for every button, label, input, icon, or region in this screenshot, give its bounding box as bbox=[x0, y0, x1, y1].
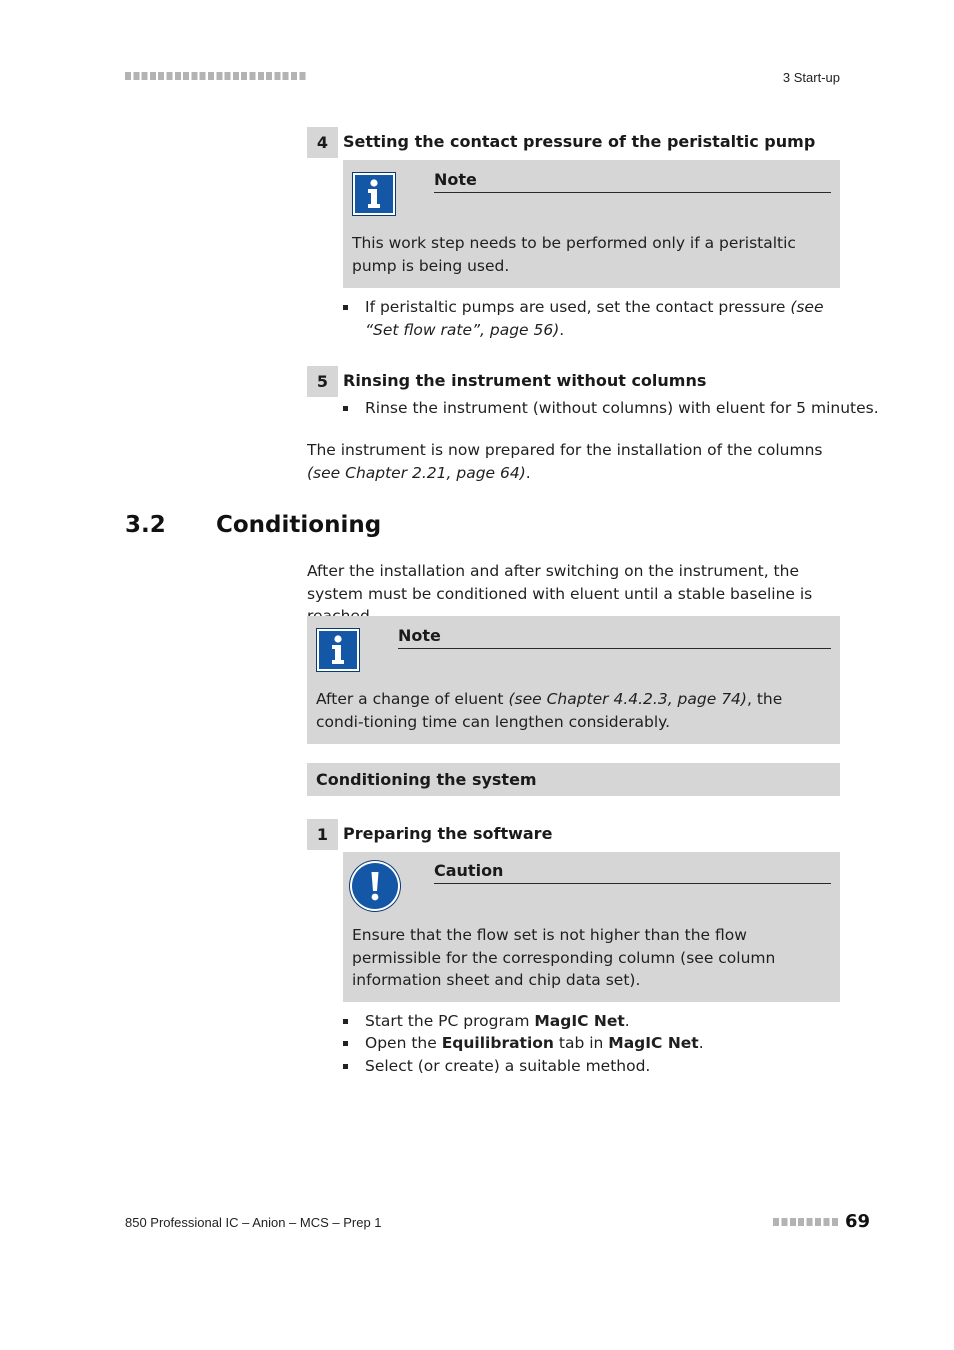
list-item: If peristaltic pumps are used, set the contact pressure (see “Set flow rate”, page 56). bbox=[365, 296, 840, 341]
footer-title: 850 Professional IC – Anion – MCS – Prep 1 bbox=[125, 1215, 382, 1230]
info-icon bbox=[352, 172, 396, 216]
bullet-marker bbox=[343, 1064, 348, 1069]
step-number: 1 bbox=[307, 819, 338, 850]
header-chapter: 3 Start-up bbox=[782, 70, 840, 85]
exclamation-icon bbox=[352, 863, 398, 909]
cross-reference[interactable]: (see “Set flow rate”, page 56) bbox=[365, 298, 824, 339]
section-intro: After the installation and after switching on the instrument, the system must be conditioned with eluent until a stable baseline is bbox=[307, 562, 813, 603]
bullet-text: If peristaltic pumps are used, set the contact pressure bbox=[365, 298, 791, 316]
cross-reference[interactable]: (see Chapter 2.21, page 64) bbox=[307, 463, 526, 482]
step-title: Rinsing the instrument without columns bbox=[343, 371, 707, 390]
list-item bbox=[365, 397, 879, 420]
paragraph: The instrument is now prepared for the installation of the columns (see Chapter 2.21, page 64). bbox=[307, 441, 823, 482]
list-item: Open the Equilibration tab in MagIC Net. bbox=[365, 1032, 840, 1055]
caution-box bbox=[343, 852, 840, 1002]
bullet-marker bbox=[343, 1041, 348, 1046]
note-box bbox=[307, 616, 840, 744]
info-icon bbox=[316, 628, 360, 672]
step-number: 5 bbox=[307, 366, 338, 397]
program-name: MagIC Net bbox=[534, 1012, 625, 1030]
bullet-marker bbox=[343, 305, 348, 310]
note-box bbox=[343, 160, 840, 288]
note-title: Note bbox=[398, 626, 441, 645]
note-text: This work step needs to be performed only if a peristaltic pump is being used. bbox=[352, 234, 796, 275]
procedure-title: Conditioning the system bbox=[316, 770, 537, 789]
page-number: 69 bbox=[845, 1211, 871, 1232]
bullet-text: Rinse the instrument (without columns) with eluent for 5 minutes. bbox=[365, 399, 879, 417]
caution-rule bbox=[434, 883, 831, 884]
bullet-marker bbox=[343, 1019, 348, 1024]
cross-reference[interactable]: (see Chapter 4.4.2.3, page 74) bbox=[508, 690, 747, 708]
step-number: 4 bbox=[307, 127, 338, 158]
program-name: MagIC Net bbox=[608, 1034, 699, 1052]
section-title: Conditioning bbox=[216, 512, 382, 538]
section-number: 3.2 bbox=[125, 512, 166, 538]
header-decoration bbox=[125, 72, 307, 80]
note-text: After a change of eluent (see Chapter 4.4.2.3, page 74), the condi-tioning time can lengthen considerably. bbox=[316, 690, 783, 731]
caution-title: Caution bbox=[434, 861, 504, 880]
note-rule bbox=[434, 192, 831, 193]
procedure-title-bar bbox=[307, 763, 840, 796]
tab-name: Equilibration bbox=[441, 1034, 554, 1052]
caution-text: Ensure that the flow set is not higher than the flow permissible for the corresponding column (see column information sheet and chip data set). bbox=[352, 926, 776, 989]
list-item: Select (or create) a suitable method. bbox=[365, 1055, 840, 1078]
footer-decoration bbox=[773, 1218, 840, 1226]
note-rule bbox=[398, 648, 831, 649]
list-item: Start the PC program MagIC Net. bbox=[365, 1010, 840, 1033]
bullet-marker bbox=[343, 406, 348, 411]
step-title: Preparing the software bbox=[343, 824, 553, 843]
step-title: Setting the contact pressure of the peristaltic pump bbox=[343, 132, 816, 151]
note-title: Note bbox=[434, 170, 477, 189]
